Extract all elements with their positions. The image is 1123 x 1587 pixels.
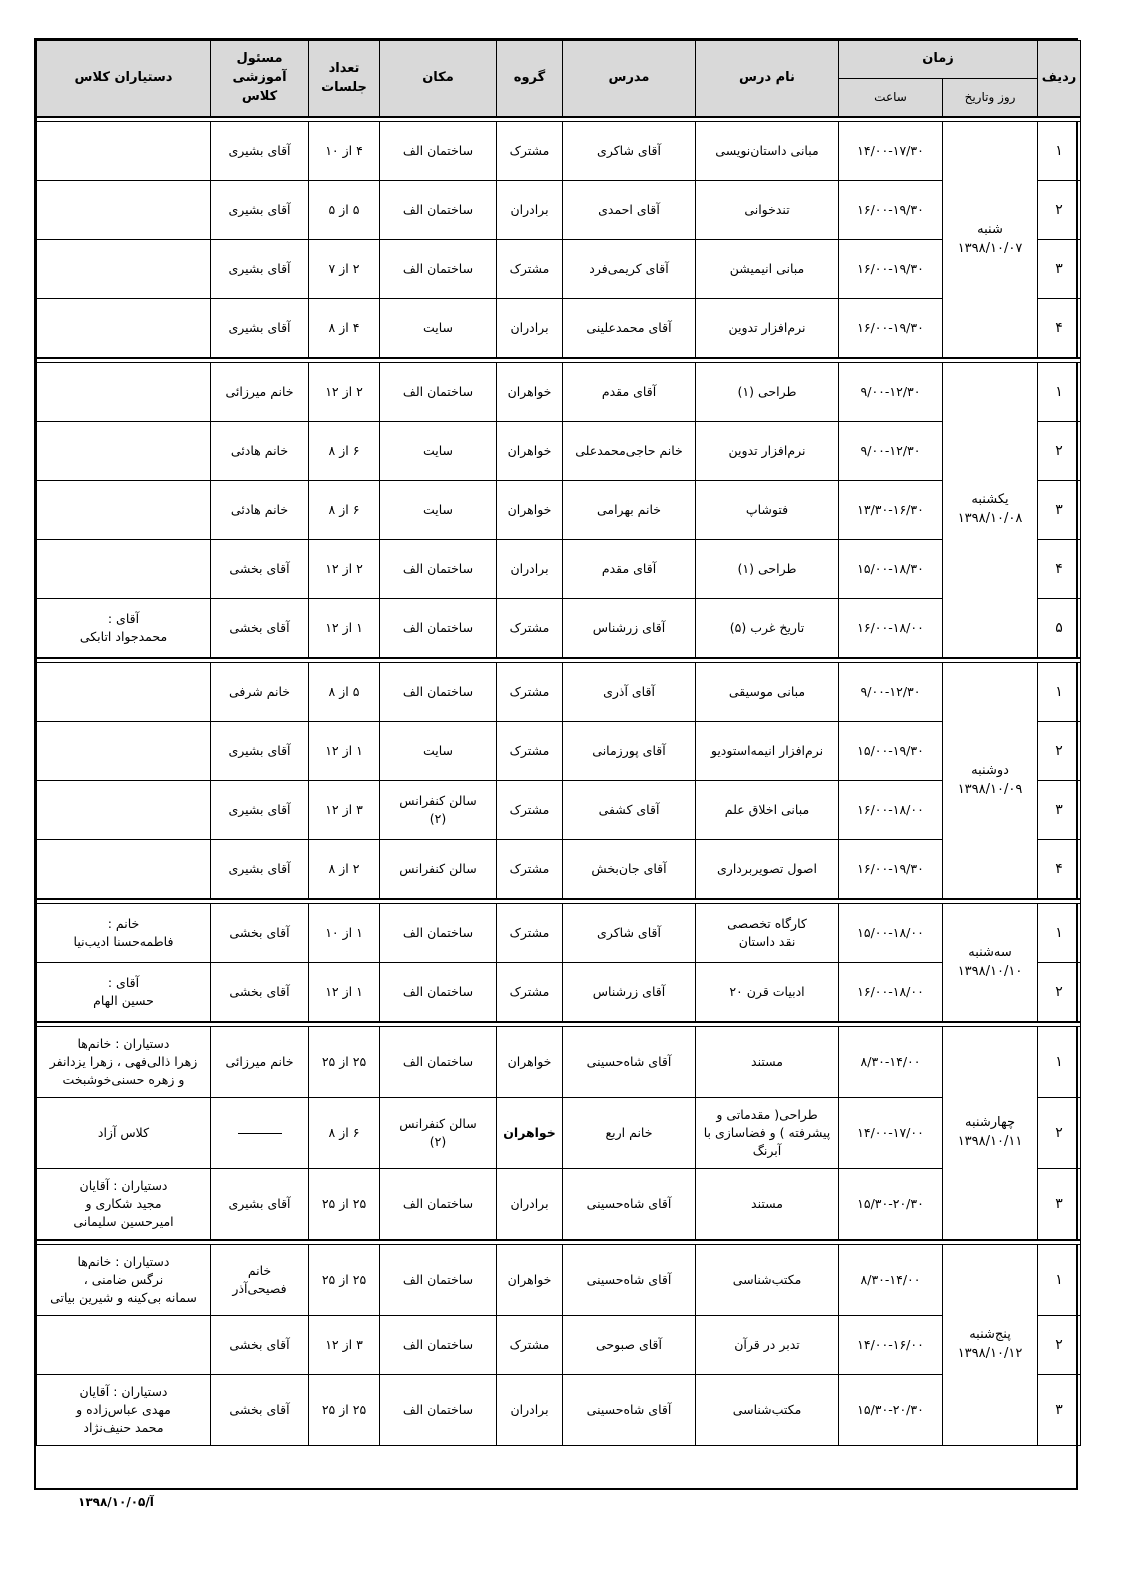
row-number: ۲: [1038, 181, 1081, 240]
class-time: ۹/۰۰-۱۲/۳۰: [839, 663, 943, 722]
header-group: گروه: [497, 41, 563, 118]
responsible-name: آقای بشیری: [211, 1169, 309, 1241]
course-name: تدبر در قرآن: [696, 1316, 839, 1375]
empty-dash: [238, 1133, 282, 1134]
day-date: ۱۳۹۸/۱۰/۱۰: [957, 963, 1023, 979]
row-number: ۱: [1038, 1027, 1081, 1098]
table-row: [37, 363, 1081, 422]
session-count: ۲ از ۱۲: [309, 363, 380, 422]
table-row: [37, 422, 1081, 481]
place-name: سایت: [380, 481, 497, 540]
session-count: ۵ از ۵: [309, 181, 380, 240]
responsible-name: خانم هادئی: [211, 422, 309, 481]
session-count: ۳ از ۱۲: [309, 1316, 380, 1375]
responsible-name: آقای بشیری: [211, 240, 309, 299]
course-name: ادبیات قرن ۲۰: [696, 963, 839, 1023]
session-count: ۲ از ۱۲: [309, 540, 380, 599]
row-number: ۱: [1038, 904, 1081, 963]
schedule-table: [36, 40, 1081, 1446]
session-count: ۶ از ۸: [309, 1098, 380, 1169]
session-count: ۵ از ۸: [309, 663, 380, 722]
row-number: ۲: [1038, 1316, 1081, 1375]
group-name: خواهران: [497, 1027, 563, 1098]
class-time: ۱۵/۰۰-۱۸/۰۰: [839, 904, 943, 963]
day-date: ۱۳۹۸/۱۰/۱۱: [957, 1134, 1023, 1149]
teacher-name: خانم اربع: [563, 1098, 696, 1169]
document-code: آ/۱۳۹۸/۱۰/۰۵: [78, 1495, 154, 1509]
table-row: [37, 481, 1081, 540]
place-name: ساختمان الف: [380, 599, 497, 659]
assistants-text: [37, 840, 211, 900]
responsible-name: آقای بخشی: [211, 540, 309, 599]
assistants-text: [37, 422, 211, 481]
teacher-name: آقای احمدی: [563, 181, 696, 240]
assistants-text: [37, 1316, 211, 1375]
row-number: ۱: [1038, 122, 1081, 181]
teacher-name: آقای مقدم: [563, 540, 696, 599]
teacher-name: خانم حاجی‌محمدعلی: [563, 422, 696, 481]
class-time: ۸/۳۰-۱۴/۰۰: [839, 1245, 943, 1316]
teacher-name: آقای شاه‌حسینی: [563, 1375, 696, 1446]
assistants-text: [37, 481, 211, 540]
class-time: ۱۳/۳۰-۱۶/۳۰: [839, 481, 943, 540]
day-name: دوشنبه: [971, 762, 1009, 778]
header-place: مکان: [380, 41, 497, 118]
session-count: ۲۵ از ۲۵: [309, 1169, 380, 1241]
day-name: سه‌شنبه: [968, 944, 1012, 960]
header-zaman: زمان: [839, 41, 1038, 79]
course-name: تاریخ غرب (۵): [696, 599, 839, 659]
row-number: ۵: [1038, 599, 1081, 659]
header-responsible: مسئول آموزشی کلاس: [211, 41, 309, 118]
table-row: [37, 1169, 1081, 1241]
course-name: مبانی موسیقی: [696, 663, 839, 722]
row-number: ۲: [1038, 963, 1081, 1023]
place-name: سالن کنفرانس (۲): [380, 1098, 497, 1169]
row-number: ۴: [1038, 840, 1081, 900]
class-time: ۱۶/۰۰-۱۹/۳۰: [839, 840, 943, 900]
place-name: ساختمان الف: [380, 540, 497, 599]
teacher-name: آقای جان‌بخش: [563, 840, 696, 900]
class-time: ۱۵/۰۰-۱۹/۳۰: [839, 722, 943, 781]
day-name: چهارشنبه: [965, 1115, 1015, 1131]
place-name: سایت: [380, 299, 497, 359]
teacher-name: آقای شاه‌حسینی: [563, 1245, 696, 1316]
group-name: مشترک: [497, 840, 563, 900]
row-number: ۲: [1038, 722, 1081, 781]
teacher-name: آقای زرشناس: [563, 599, 696, 659]
teacher-name: آقای پورزمانی: [563, 722, 696, 781]
course-name: مستند: [696, 1169, 839, 1241]
day-name: یکشنبه: [971, 492, 1009, 508]
day-date-cell: [943, 363, 1038, 659]
class-time: ۱۵/۳۰-۲۰/۳۰: [839, 1375, 943, 1446]
group-name: مشترک: [497, 722, 563, 781]
group-name: خواهران: [497, 363, 563, 422]
assistants-text: [37, 299, 211, 359]
responsible-name: [211, 1098, 309, 1169]
table-row: [37, 781, 1081, 840]
responsible-name: خانم فصیحی‌آذر: [211, 1245, 309, 1316]
course-name: تندخوانی: [696, 181, 839, 240]
group-name: خواهران: [497, 1098, 563, 1169]
responsible-name: خانم شرفی: [211, 663, 309, 722]
row-number: ۴: [1038, 299, 1081, 359]
table-row: [37, 840, 1081, 900]
course-name: طراحی( مقدماتی و پیشرفته ) و فضاسازی با آبرنگ: [696, 1098, 839, 1169]
session-count: ۴ از ۱۰: [309, 122, 380, 181]
responsible-name: آقای بشیری: [211, 840, 309, 900]
class-time: ۱۶/۰۰-۱۸/۰۰: [839, 963, 943, 1023]
class-time: ۱۵/۰۰-۱۸/۳۰: [839, 540, 943, 599]
group-name: برادران: [497, 299, 563, 359]
teacher-name: آقای کشفی: [563, 781, 696, 840]
session-count: ۲ از ۷: [309, 240, 380, 299]
assistants-text: [37, 122, 211, 181]
class-time: ۹/۰۰-۱۲/۳۰: [839, 363, 943, 422]
course-name: طراحی (۱): [696, 540, 839, 599]
assistants-text: کلاس آزاد: [37, 1098, 211, 1169]
teacher-name: آقای شاه‌حسینی: [563, 1027, 696, 1098]
course-name: کارگاه تخصصی نقد داستان: [696, 904, 839, 963]
row-number: ۱: [1038, 663, 1081, 722]
row-number: ۱: [1038, 1245, 1081, 1316]
row-number: ۳: [1038, 240, 1081, 299]
responsible-name: آقای بخشی: [211, 963, 309, 1023]
responsible-name: آقای بشیری: [211, 122, 309, 181]
assistants-text: آقای : حسین الهام: [37, 963, 211, 1023]
row-number: ۳: [1038, 1169, 1081, 1241]
table-row: [37, 181, 1081, 240]
group-name: برادران: [497, 540, 563, 599]
class-time: ۱۶/۰۰-۱۸/۰۰: [839, 599, 943, 659]
responsible-name: آقای بخشی: [211, 904, 309, 963]
header-day-date: روز وتاریخ: [943, 79, 1038, 118]
assistants-text: [37, 181, 211, 240]
class-time: ۱۶/۰۰-۱۹/۳۰: [839, 299, 943, 359]
session-count: ۲۵ از ۲۵: [309, 1027, 380, 1098]
group-name: مشترک: [497, 904, 563, 963]
table-row: [37, 722, 1081, 781]
course-name: مکتب‌شناسی: [696, 1375, 839, 1446]
day-date-cell: [943, 1027, 1038, 1241]
teacher-name: آقای صبوحی: [563, 1316, 696, 1375]
teacher-name: آقای مقدم: [563, 363, 696, 422]
session-count: ۲۵ از ۲۵: [309, 1375, 380, 1446]
responsible-name: آقای بشیری: [211, 781, 309, 840]
place-name: ساختمان الف: [380, 904, 497, 963]
assistants-text: [37, 540, 211, 599]
class-time: ۸/۳۰-۱۴/۰۰: [839, 1027, 943, 1098]
group-name: مشترک: [497, 1316, 563, 1375]
session-count: ۶ از ۸: [309, 422, 380, 481]
session-count: ۴ از ۸: [309, 299, 380, 359]
day-date: ۱۳۹۸/۱۰/۰۹: [957, 781, 1023, 797]
place-name: ساختمان الف: [380, 181, 497, 240]
responsible-name: خانم میرزائی: [211, 1027, 309, 1098]
teacher-name: آقای کریمی‌فرد: [563, 240, 696, 299]
schedule-sheet: [34, 38, 1078, 1490]
table-row: [37, 1245, 1081, 1316]
teacher-name: آقای شاه‌حسینی: [563, 1169, 696, 1241]
course-name: مستند: [696, 1027, 839, 1098]
group-name: خواهران: [497, 1245, 563, 1316]
course-name: اصول تصویربرداری: [696, 840, 839, 900]
day-name: شنبه: [977, 221, 1003, 237]
row-number: ۴: [1038, 540, 1081, 599]
place-name: ساختمان الف: [380, 663, 497, 722]
place-name: ساختمان الف: [380, 1316, 497, 1375]
day-date: ۱۳۹۸/۱۰/۰۷: [957, 240, 1023, 256]
class-time: ۱۵/۳۰-۲۰/۳۰: [839, 1169, 943, 1241]
row-number: ۲: [1038, 1098, 1081, 1169]
class-time: ۱۶/۰۰-۱۸/۰۰: [839, 781, 943, 840]
row-number: ۲: [1038, 422, 1081, 481]
header-assistants: دستیاران کلاس: [37, 41, 211, 118]
session-count: ۳ از ۱۲: [309, 781, 380, 840]
header-radif: ردیف: [1038, 41, 1081, 118]
teacher-name: آقای شاکری: [563, 904, 696, 963]
assistants-text: دستیاران : آقایان مجید شکاری و امیرحسین سلیمانی: [37, 1169, 211, 1241]
assistants-text: دستیاران : خانم‌ها نرگس ضامنی ، سمانه بی‌کینه و شیرین بیاتی: [37, 1245, 211, 1316]
table-row: [37, 1375, 1081, 1446]
assistants-text: [37, 722, 211, 781]
day-date-cell: [943, 663, 1038, 900]
group-name: خواهران: [497, 422, 563, 481]
teacher-name: خانم بهرامی: [563, 481, 696, 540]
course-name: فتوشاپ: [696, 481, 839, 540]
course-name: مبانی داستان‌نویسی: [696, 122, 839, 181]
group-name: مشترک: [497, 240, 563, 299]
session-count: ۱ از ۱۲: [309, 599, 380, 659]
header-course: نام درس: [696, 41, 839, 118]
table-row: [37, 663, 1081, 722]
place-name: سالن کنفرانس (۲): [380, 781, 497, 840]
class-time: ۱۶/۰۰-۱۹/۳۰: [839, 181, 943, 240]
table-row: [37, 599, 1081, 659]
place-name: سایت: [380, 422, 497, 481]
group-name: مشترک: [497, 781, 563, 840]
table-row: [37, 1027, 1081, 1098]
group-name: مشترک: [497, 599, 563, 659]
assistants-text: [37, 363, 211, 422]
class-time: ۱۴/۰۰-۱۷/۳۰: [839, 122, 943, 181]
teacher-name: آقای محمدعلینی: [563, 299, 696, 359]
teacher-name: آقای آذری: [563, 663, 696, 722]
group-name: برادران: [497, 1375, 563, 1446]
assistants-text: دستیاران : آقایان مهدی عباس‌زاده و محمد حنیف‌نژاد: [37, 1375, 211, 1446]
table-row: [37, 299, 1081, 359]
class-time: ۱۴/۰۰-۱۷/۰۰: [839, 1098, 943, 1169]
table-row: [37, 963, 1081, 1023]
group-name: برادران: [497, 1169, 563, 1241]
place-name: ساختمان الف: [380, 363, 497, 422]
session-count: ۱ از ۱۰: [309, 904, 380, 963]
place-name: ساختمان الف: [380, 1375, 497, 1446]
assistants-text: [37, 663, 211, 722]
assistants-text: [37, 240, 211, 299]
teacher-name: آقای زرشناس: [563, 963, 696, 1023]
table-row: [37, 904, 1081, 963]
day-date: ۱۳۹۸/۱۰/۰۸: [957, 511, 1023, 526]
place-name: ساختمان الف: [380, 1027, 497, 1098]
table-row: [37, 540, 1081, 599]
place-name: سایت: [380, 722, 497, 781]
session-count: ۲۵ از ۲۵: [309, 1245, 380, 1316]
place-name: ساختمان الف: [380, 1245, 497, 1316]
teacher-name: آقای شاکری: [563, 122, 696, 181]
table-row: [37, 1098, 1081, 1169]
course-name: مبانی اخلاق علم: [696, 781, 839, 840]
day-date-cell: [943, 122, 1038, 359]
responsible-name: آقای بشیری: [211, 722, 309, 781]
group-name: برادران: [497, 181, 563, 240]
place-name: سالن کنفرانس: [380, 840, 497, 900]
course-name: مبانی انیمیشن: [696, 240, 839, 299]
assistants-text: خانم : فاطمه‌حسنا ادیب‌نیا: [37, 904, 211, 963]
schedule-body: [37, 117, 1081, 1446]
class-time: ۱۴/۰۰-۱۶/۰۰: [839, 1316, 943, 1375]
place-name: ساختمان الف: [380, 240, 497, 299]
responsible-name: آقای بخشی: [211, 599, 309, 659]
day-date: ۱۳۹۸/۱۰/۱۲: [957, 1346, 1023, 1361]
group-name: مشترک: [497, 663, 563, 722]
responsible-name: خانم هادئی: [211, 481, 309, 540]
header-teacher: مدرس: [563, 41, 696, 118]
row-number: ۳: [1038, 781, 1081, 840]
assistants-text: [37, 781, 211, 840]
row-number: ۱: [1038, 363, 1081, 422]
place-name: ساختمان الف: [380, 1169, 497, 1241]
row-number: ۳: [1038, 481, 1081, 540]
table-row: [37, 240, 1081, 299]
class-time: ۹/۰۰-۱۲/۳۰: [839, 422, 943, 481]
assistants-text: دستیاران : خانم‌ها زهرا ذالی‌فهی ، زهرا یزدانفر و زهره حسنی‌خوشبخت: [37, 1027, 211, 1098]
responsible-name: آقای بشیری: [211, 299, 309, 359]
day-date-cell: [943, 1245, 1038, 1446]
header-hour: ساعت: [839, 79, 943, 118]
group-name: مشترک: [497, 122, 563, 181]
class-time: ۱۶/۰۰-۱۹/۳۰: [839, 240, 943, 299]
header-sessions: تعداد جلسات: [309, 41, 380, 118]
course-name: طراحی (۱): [696, 363, 839, 422]
group-name: خواهران: [497, 481, 563, 540]
course-name: مکتب‌شناسی: [696, 1245, 839, 1316]
day-date-cell: [943, 904, 1038, 1023]
session-count: ۱ از ۱۲: [309, 963, 380, 1023]
session-count: ۶ از ۸: [309, 481, 380, 540]
assistants-text: آقای : محمدجواد اتابکی: [37, 599, 211, 659]
place-name: ساختمان الف: [380, 122, 497, 181]
course-name: نرم‌افزار تدوین: [696, 422, 839, 481]
session-count: ۲ از ۸: [309, 840, 380, 900]
responsible-name: آقای بخشی: [211, 1316, 309, 1375]
day-name: پنج‌شنبه: [969, 1327, 1011, 1343]
course-name: نرم‌افزار انیمه‌استودیو: [696, 722, 839, 781]
table-row: [37, 122, 1081, 181]
table-row: [37, 1316, 1081, 1375]
session-count: ۱ از ۱۲: [309, 722, 380, 781]
responsible-name: خانم میرزائی: [211, 363, 309, 422]
row-number: ۳: [1038, 1375, 1081, 1446]
course-name: نرم‌افزار تدوین: [696, 299, 839, 359]
responsible-name: آقای بخشی: [211, 1375, 309, 1446]
group-name: مشترک: [497, 963, 563, 1023]
place-name: ساختمان الف: [380, 963, 497, 1023]
responsible-name: آقای بشیری: [211, 181, 309, 240]
